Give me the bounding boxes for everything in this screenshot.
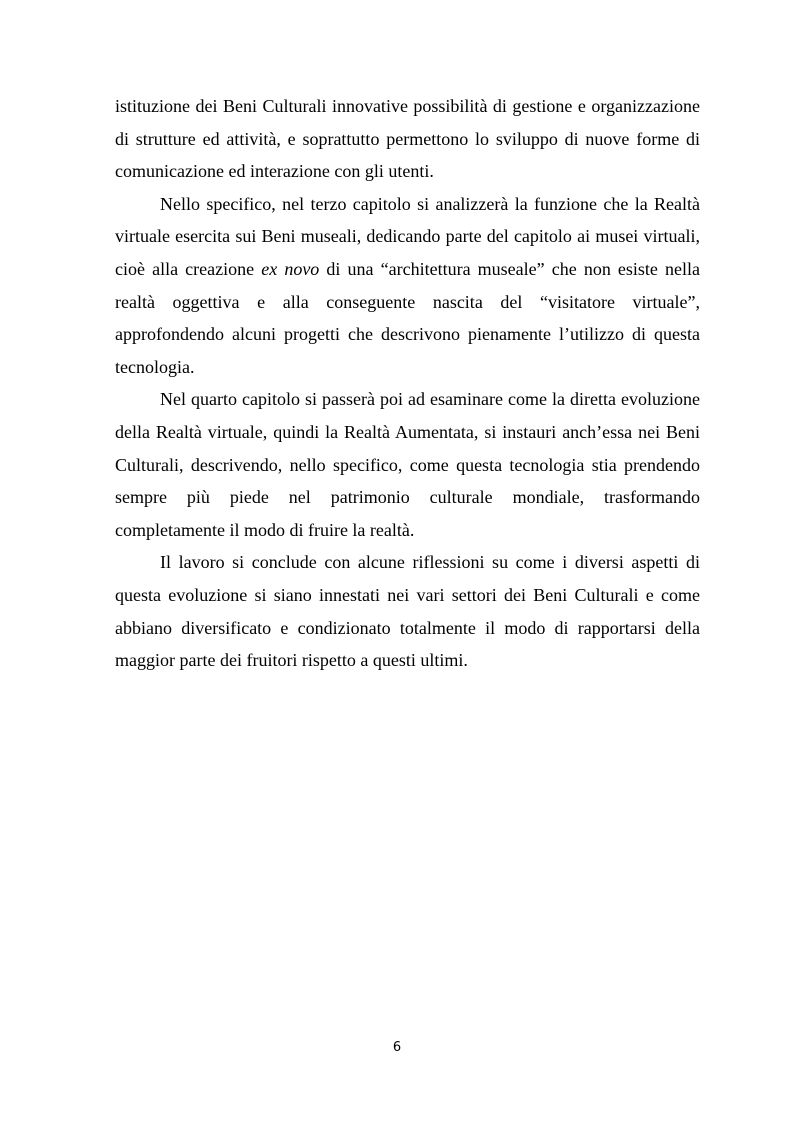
paragraph-3-text: Nel quarto capitolo si passerà poi ad esaminare come la diretta evoluzione della Realtà virtuale, quindi la Realtà Aumentata, si instauri anch’essa nei Beni Culturali, descrivendo, nello specifico, come questa tecnologia stia prendendo sempre più piede nel patrimonio culturale mondiale, trasformando completamente il modo di fruire la realtà. [115, 389, 700, 540]
paragraph-4-text: Il lavoro si conclude con alcune riflessioni su come i diversi aspetti di questa evoluzione si siano innestati nei vari settori dei Beni Culturali e come abbiano diversificato e condizionato totalmente il modo di rapportarsi della maggior parte dei fruitori rispetto a questi ultimi. [115, 552, 700, 671]
paragraph-2 [115, 188, 700, 384]
paragraph-1 [115, 90, 700, 188]
paragraph-2-text-b: di una “architettura museale” che non esiste nella realtà oggettiva e alla conseguente nascita del “visitatore virtuale”, approfondendo alcuni progetti che descrivono pienamente l’utilizzo di questa tecnologia. [115, 258, 701, 377]
paragraph-2-italic-term: ex novo [261, 258, 320, 279]
paragraph-2-text-a: Nello specifico, nel terzo capitolo si analizzerà la funzione che la Realtà virtuale esercita sui Beni museali, dedicando parte del capitolo ai musei virtuali, cioè alla creazione [115, 193, 700, 279]
page-body [115, 90, 700, 677]
page-number: 6 [392, 1040, 402, 1055]
paragraph-4 [115, 546, 700, 676]
paragraph-3 [115, 383, 700, 546]
paragraph-1-text: istituzione dei Beni Culturali innovative possibilità di gestione e organizzazione di strutture ed attività, e soprattutto permettono lo sviluppo di nuove forme di comunicazione ed interazione con gli utenti. [115, 96, 700, 182]
